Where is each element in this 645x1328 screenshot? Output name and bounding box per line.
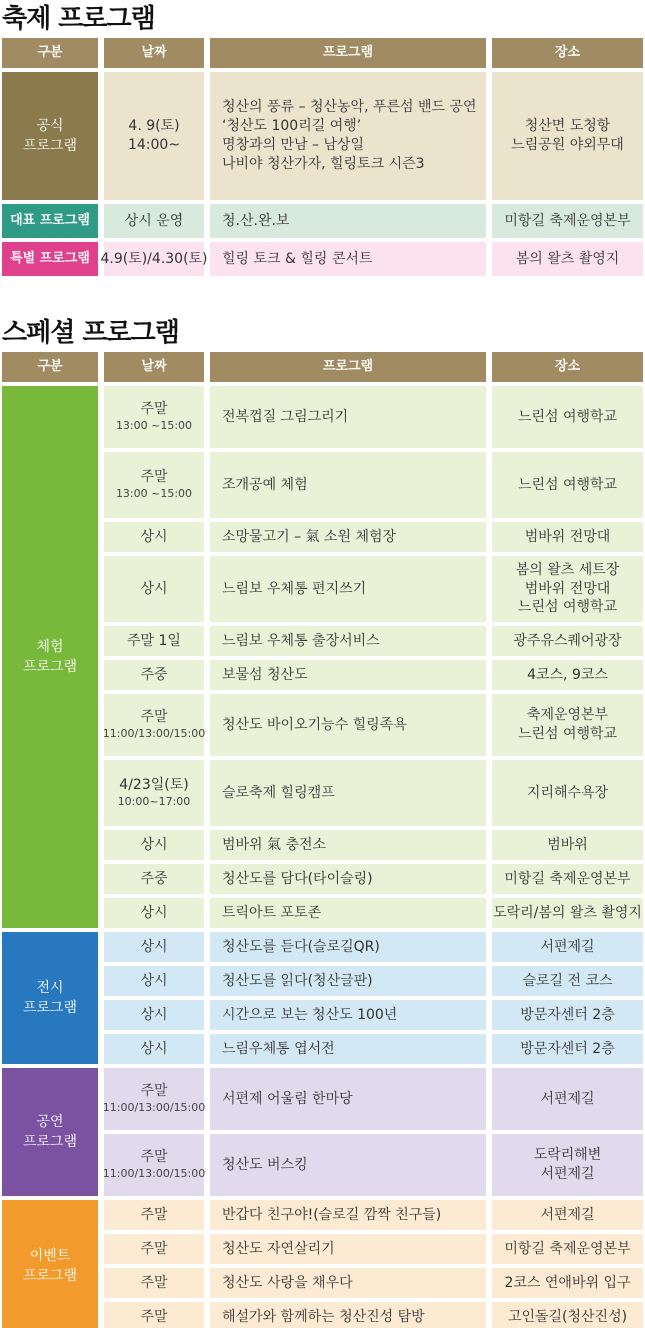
experience-location	[492, 830, 643, 860]
experience-date-line: 주중	[140, 870, 168, 887]
experience-program: 느림보 우체통 출장서비스	[210, 626, 486, 656]
experience-date	[104, 760, 204, 826]
official-program-line: ‘청산도 100리길 여행’	[222, 118, 362, 135]
event-location-line: 고인돌길(청산진성)	[507, 1308, 628, 1325]
experience-category-lines	[23, 637, 77, 678]
exhibition-category-lines	[23, 978, 77, 1019]
official-locations	[492, 72, 643, 200]
experience-category-line: 체험	[36, 638, 64, 655]
experience-date-lines	[140, 904, 167, 923]
exhibition-location-line: 방문자센터 2층	[520, 1040, 615, 1057]
experience-date-lines	[116, 468, 192, 502]
official-program-line: 나비야 청산가자, 힐링토크 시즌3	[222, 155, 425, 172]
event-location	[492, 1234, 643, 1264]
performance-location-line: 도락리해변	[533, 1147, 602, 1164]
experience-date-lines	[127, 632, 181, 651]
exhibition-date-lines	[140, 972, 167, 991]
experience-program: 청산도를 담다(타이슬링)	[210, 864, 486, 894]
experience-location-lines	[527, 666, 608, 685]
experience-program: 청산도 바이오기능수 힐링족욕	[210, 694, 486, 756]
special-date: 4.9(토)/4.30(토)	[104, 242, 204, 276]
event-location-lines	[504, 1240, 630, 1259]
experience-program: 트릭아트 포토존	[210, 898, 486, 928]
performance-category-line: 공연	[36, 1113, 64, 1130]
performance-location-line: 서편제길	[540, 1090, 595, 1107]
column-header: 날짜	[104, 38, 204, 68]
experience-date	[104, 452, 204, 518]
official-date-lines	[128, 117, 180, 155]
experience-date-line: 주말	[140, 401, 168, 418]
exhibition-location	[492, 1034, 643, 1064]
experience-date-line: 10:00~17:00	[117, 795, 191, 809]
experience-location-lines	[504, 870, 630, 889]
exhibition-program: 느림우체통 엽서전	[210, 1034, 486, 1064]
event-date-lines	[140, 1308, 167, 1327]
experience-location	[492, 522, 643, 552]
event-category-lines	[23, 1246, 77, 1287]
official-location-lines	[511, 117, 624, 155]
experience-program: 소망물고기 – 氣 소원 체험장	[210, 522, 486, 552]
event-program: 청산도 사랑을 채우다	[210, 1268, 486, 1298]
experience-date	[104, 626, 204, 656]
experience-category-line: 프로그램	[22, 659, 78, 675]
special-program: 힐링 토크 & 힐링 콘서트	[210, 242, 486, 276]
experience-location-lines	[518, 476, 617, 495]
exhibition-location	[492, 1000, 643, 1030]
event-date-line: 주말	[140, 1206, 168, 1223]
experience-location-line: 4코스, 9코스	[527, 666, 608, 683]
exhibition-date	[104, 932, 204, 962]
event-program: 청산도 자연살리기	[210, 1234, 486, 1264]
event-date-line: 주말	[140, 1240, 168, 1257]
exhibition-location-line: 서편제길	[540, 938, 595, 955]
experience-date-line: 상시	[140, 528, 168, 545]
exhibition-date-line: 상시	[140, 1006, 168, 1023]
experience-date-line: 11:00/13:00/15:00	[102, 727, 206, 741]
experience-program: 조개공예 체험	[210, 452, 486, 518]
experience-location	[492, 864, 643, 894]
exhibition-date	[104, 966, 204, 996]
experience-location-line: 광주유스퀘어광장	[513, 632, 622, 649]
special-category: 특별 프로그램	[2, 242, 98, 276]
experience-location-line: 봄의 왈츠 세트장	[515, 561, 620, 578]
experience-location-lines	[518, 706, 617, 744]
experience-date	[104, 660, 204, 690]
official-date	[104, 72, 204, 200]
official-category-line: 프로그램	[22, 138, 78, 154]
official-programs	[210, 72, 486, 200]
performance-location	[492, 1134, 643, 1196]
festival-title: 축제 프로그램	[2, 4, 155, 34]
exhibition-program: 청산도를 읽다(청산글판)	[210, 966, 486, 996]
exhibition-date-line: 상시	[140, 972, 168, 989]
event-location-line: 2코스 연애바위 입구	[504, 1274, 631, 1291]
experience-program: 느림보 우체통 편지쓰기	[210, 556, 486, 622]
experience-location-lines	[547, 836, 588, 855]
official-category-line: 공식	[36, 117, 64, 134]
exhibition-location	[492, 966, 643, 996]
event-date	[104, 1200, 204, 1230]
official-date-line: 4. 9(토)	[128, 118, 180, 135]
experience-location-line: 느린섬 여행학교	[517, 476, 618, 493]
experience-date-lines	[116, 400, 192, 434]
experience-date-line: 4/23일(토)	[119, 777, 189, 794]
experience-date-lines	[140, 580, 167, 599]
official-program-lines	[222, 98, 477, 174]
experience-date-line: 주말 1일	[127, 632, 181, 649]
experience-date-line: 주말	[140, 469, 168, 486]
official-program-line: 청산의 풍류 – 청산농악, 푸른섬 밴드 공연	[222, 99, 477, 116]
event-location	[492, 1200, 643, 1230]
experience-location-line: 지리해수욕장	[526, 784, 609, 801]
performance-date-lines	[103, 1082, 206, 1116]
event-category-line: 프로그램	[22, 1268, 78, 1284]
event-location-lines	[540, 1206, 594, 1225]
experience-program: 슬로축제 힐링캠프	[210, 760, 486, 826]
exhibition-program: 청산도를 듣다(슬로길QR)	[210, 932, 486, 962]
experience-location	[492, 452, 643, 518]
event-location-line: 미항길 축제운영본부	[504, 1240, 631, 1257]
column-header: 프로그램	[210, 38, 486, 68]
performance-date-lines	[103, 1148, 206, 1182]
event-location	[492, 1302, 643, 1328]
experience-program: 범바위 氣 충전소	[210, 830, 486, 860]
event-location-line: 서편제길	[540, 1206, 595, 1223]
experience-location	[492, 694, 643, 756]
performance-date	[104, 1068, 204, 1130]
experience-date	[104, 864, 204, 894]
exhibition-date	[104, 1034, 204, 1064]
representative-location: 미항길 축제운영본부	[492, 204, 643, 238]
representative-date: 상시 운영	[104, 204, 204, 238]
exhibition-location-lines	[540, 938, 594, 957]
exhibition-date-line: 상시	[140, 1040, 168, 1057]
event-date-lines	[140, 1206, 167, 1225]
experience-location	[492, 626, 643, 656]
exhibition-location-lines	[520, 1006, 615, 1025]
performance-location	[492, 1068, 643, 1130]
experience-location-lines	[527, 784, 608, 803]
experience-location-lines	[493, 904, 642, 923]
event-date	[104, 1268, 204, 1298]
experience-date	[104, 556, 204, 622]
column-header: 장소	[492, 352, 643, 382]
column-header: 장소	[492, 38, 643, 68]
experience-location-line: 느린섬 여행학교	[517, 726, 618, 742]
experience-date-lines	[140, 870, 167, 889]
column-header: 구분	[2, 38, 98, 68]
experience-location-lines	[525, 528, 611, 547]
performance-date-line: 주말	[140, 1083, 168, 1100]
event-program: 반갑다 친구야!(슬로길 깜짝 친구들)	[210, 1200, 486, 1230]
representative-program: 청.산.완.보	[210, 204, 486, 238]
experience-location-line: 범바위	[547, 836, 588, 853]
exhibition-location-lines	[520, 1040, 615, 1059]
experience-date-lines	[118, 776, 191, 810]
special-location: 봄의 왈츠 촬영지	[492, 242, 643, 276]
exhibition-program: 시간으로 보는 청산도 100년	[210, 1000, 486, 1030]
exhibition-location	[492, 932, 643, 962]
experience-location-line: 도락리/봄의 왈츠 촬영지	[493, 904, 642, 921]
official-date-line: 14:00~	[127, 137, 181, 153]
performance-date-line: 11:00/13:00/15:00	[102, 1101, 206, 1115]
performance-date-line: 11:00/13:00/15:00	[102, 1167, 206, 1181]
experience-location	[492, 660, 643, 690]
experience-date-line: 상시	[140, 904, 168, 921]
experience-program: 보물섬 청산도	[210, 660, 486, 690]
exhibition-date-lines	[140, 1040, 167, 1059]
exhibition-category	[2, 932, 98, 1064]
exhibition-location-line: 슬로길 전 코스	[522, 972, 613, 989]
experience-date	[104, 830, 204, 860]
experience-date-line: 주말	[140, 709, 168, 726]
experience-date	[104, 522, 204, 552]
official-location-line: 청산면 도청항	[524, 118, 611, 135]
experience-date	[104, 898, 204, 928]
event-date-line: 주말	[140, 1274, 168, 1291]
experience-date-lines	[140, 666, 167, 685]
experience-location-line: 범바위 전망대	[524, 528, 611, 545]
exhibition-date	[104, 1000, 204, 1030]
experience-location-line: 느린섬 여행학교	[517, 599, 618, 616]
official-program-line: 명창과의 만남 – 남상일	[222, 137, 365, 153]
event-category-line: 이벤트	[29, 1247, 71, 1264]
experience-location-lines	[516, 561, 620, 618]
experience-location	[492, 386, 643, 448]
experience-date-line: 주중	[140, 666, 168, 683]
official-location-line: 느림공원 야외무대	[511, 137, 624, 153]
event-date	[104, 1302, 204, 1328]
experience-location-line: 미항길 축제운영본부	[504, 870, 631, 887]
experience-category	[2, 386, 98, 928]
experience-location-line: 범바위 전망대	[524, 580, 611, 597]
official-category	[2, 72, 98, 200]
column-header: 프로그램	[210, 352, 486, 382]
performance-category-lines	[23, 1112, 77, 1153]
performance-category-line: 프로그램	[22, 1134, 78, 1150]
exhibition-category-line: 프로그램	[22, 1000, 78, 1016]
experience-location-lines	[518, 408, 617, 427]
exhibition-location-lines	[522, 972, 612, 991]
experience-date-line: 상시	[140, 836, 168, 853]
exhibition-date-lines	[140, 1006, 167, 1025]
column-header: 날짜	[104, 352, 204, 382]
event-location-lines	[508, 1308, 627, 1327]
experience-date-lines	[140, 836, 167, 855]
event-date-lines	[140, 1274, 167, 1293]
performance-program: 청산도 버스킹	[210, 1134, 486, 1196]
experience-location-line: 축제운영본부	[526, 707, 609, 724]
experience-date	[104, 694, 204, 756]
exhibition-date-lines	[140, 938, 167, 957]
event-date	[104, 1234, 204, 1264]
official-category-lines	[23, 116, 77, 157]
experience-date	[104, 386, 204, 448]
event-location-lines	[505, 1274, 631, 1293]
experience-date-line: 13:00 ~15:00	[115, 419, 193, 433]
experience-date-line: 상시	[140, 580, 168, 597]
performance-program: 서편제 어울림 한마당	[210, 1068, 486, 1130]
experience-location	[492, 556, 643, 622]
event-location	[492, 1268, 643, 1298]
experience-date-lines	[103, 708, 206, 742]
event-date-lines	[140, 1240, 167, 1259]
experience-date-lines	[140, 528, 167, 547]
experience-location	[492, 898, 643, 928]
experience-program: 전복껍질 그림그리기	[210, 386, 486, 448]
performance-date	[104, 1134, 204, 1196]
performance-location-lines	[534, 1146, 602, 1184]
performance-location-line: 서편제길	[540, 1166, 595, 1182]
experience-location-lines	[513, 632, 621, 651]
exhibition-date-line: 상시	[140, 938, 168, 955]
exhibition-location-line: 방문자센터 2층	[520, 1006, 615, 1023]
event-program: 해설가와 함께하는 청산진성 탐방	[210, 1302, 486, 1328]
performance-location-lines	[540, 1090, 594, 1109]
performance-category	[2, 1068, 98, 1196]
event-date-line: 주말	[140, 1308, 168, 1325]
experience-location-line: 느린섬 여행학교	[517, 408, 618, 425]
experience-location	[492, 760, 643, 826]
column-header: 구분	[2, 352, 98, 382]
exhibition-category-line: 전시	[36, 979, 64, 996]
experience-date-line: 13:00 ~15:00	[115, 487, 193, 501]
event-category	[2, 1200, 98, 1328]
special-programs-title: 스페셜 프로그램	[2, 318, 179, 348]
performance-date-line: 주말	[140, 1149, 168, 1166]
representative-category: 대표 프로그램	[2, 204, 98, 238]
